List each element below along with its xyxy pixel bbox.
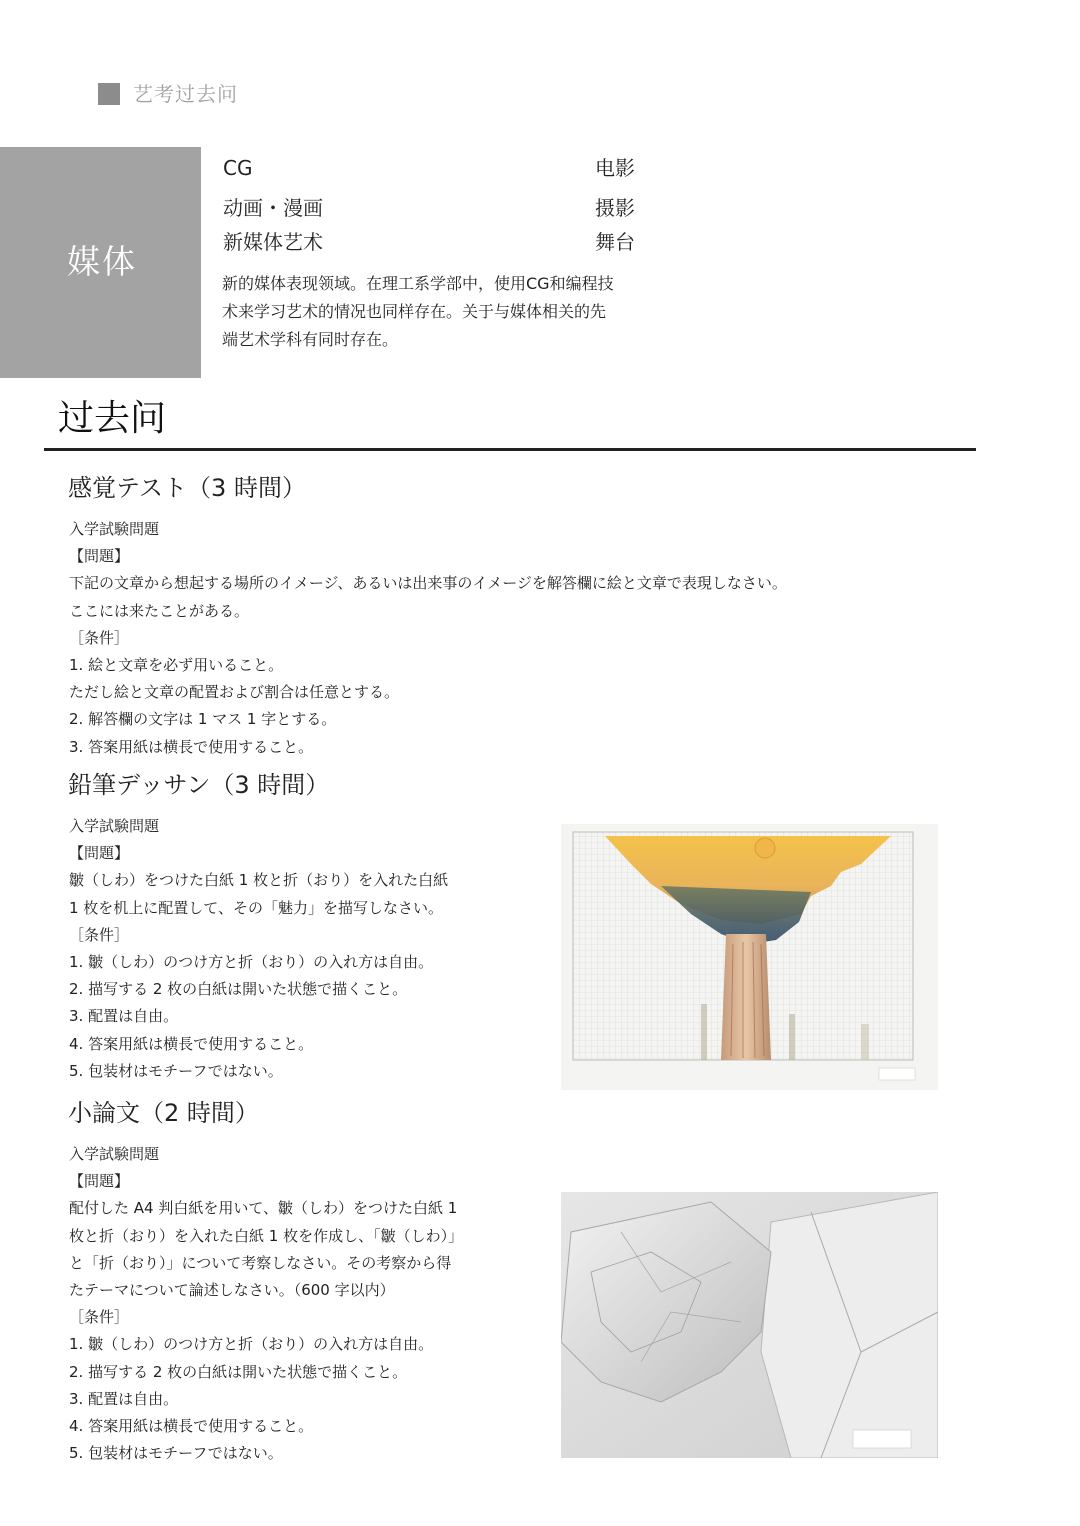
exam-line: 入学試験問題 bbox=[69, 520, 160, 538]
section-title: 过去问 bbox=[58, 398, 167, 439]
exam-line: 【問題】 bbox=[69, 547, 130, 566]
exam-line: 枚と折（おり）を入れた白紙 1 枚を作成し、「皺（しわ）」 bbox=[69, 1226, 464, 1245]
exam-line: たテーマについて論述しなさい。（600 字以内） bbox=[69, 1281, 395, 1300]
exam-line: 【問題】 bbox=[69, 1172, 130, 1191]
exam-line: ［条件］ bbox=[69, 925, 130, 944]
exam-line: 入学試験問題 bbox=[69, 1145, 160, 1163]
intro-line: 术来学习艺术的情况也同样存在。关于与媒体相关的先 bbox=[222, 302, 607, 321]
exam-line: 4. 答案用紙は横長で使用すること。 bbox=[69, 1417, 314, 1436]
exam-line: 下記の文章から想起する場所のイメージ、あるいは出来事のイメージを解答欄に絵と文章で表現しなさい。 bbox=[69, 574, 787, 593]
exam-line: 1. 絵と文章を必ず用いること。 bbox=[69, 656, 284, 675]
sample-paper-image bbox=[561, 1192, 938, 1458]
exam-line: 配付した A4 判白紙を用いて、皺（しわ）をつけた白紙 1 bbox=[69, 1199, 458, 1218]
exam-line: 1. 皺（しわ）のつけ方と折（おり）の入れ方は自由。 bbox=[69, 1335, 434, 1354]
field-right-2: 摄影 bbox=[595, 196, 635, 220]
exam-line: 1 枚を机上に配置して、その「魅力」を描写しなさい。 bbox=[69, 898, 444, 917]
exam-body bbox=[69, 1141, 463, 1467]
section-divider bbox=[44, 448, 976, 451]
intro-line: 端艺术学科有同时存在。 bbox=[222, 330, 399, 349]
exam-line: 2. 解答欄の文字は 1 マス 1 字とする。 bbox=[69, 710, 337, 729]
exam-body bbox=[69, 813, 448, 1085]
field-left-1: CG bbox=[223, 156, 253, 180]
exam-title: 鉛筆デッサン（3 時間） bbox=[68, 771, 330, 799]
intro-line: 新的媒体表现领域。在理工系学部中，使用CG和编程技 bbox=[222, 274, 614, 293]
exam-line: 3. 配置は自由。 bbox=[69, 1007, 179, 1026]
exam-line: 2. 描写する 2 枚の白紙は開いた状態で描くこと。 bbox=[69, 980, 408, 999]
intro-paragraph bbox=[222, 270, 642, 354]
exam-line: ［条件］ bbox=[69, 628, 130, 647]
exam-line: 5. 包装材はモチーフではない。 bbox=[69, 1444, 283, 1463]
exam-line: ただし絵と文章の配置および割合は任意とする。 bbox=[69, 683, 400, 702]
exam-line: 皺（しわ）をつけた白紙 1 枚と折（おり）を入れた白紙 bbox=[69, 871, 449, 890]
exam-line: 5. 包装材はモチーフではない。 bbox=[69, 1061, 283, 1080]
exam-line: 3. 答案用紙は横長で使用すること。 bbox=[69, 737, 314, 756]
field-left-2: 动画・漫画 bbox=[223, 196, 323, 220]
exam-line: ［条件］ bbox=[69, 1308, 130, 1327]
field-left-3: 新媒体艺术 bbox=[223, 230, 323, 254]
field-right-1: 电影 bbox=[595, 156, 635, 180]
sample-drawing-image bbox=[561, 824, 938, 1090]
header-title: 艺考过去问 bbox=[133, 82, 238, 106]
exam-line: と「折（おり）」について考察しなさい。その考察から得 bbox=[69, 1253, 452, 1272]
exam-line: ここには来たことがある。 bbox=[69, 601, 250, 620]
exam-line: 入学試験問題 bbox=[69, 817, 160, 835]
paper-illustration bbox=[561, 1192, 938, 1458]
exam-line: 【問題】 bbox=[69, 844, 130, 863]
header-marker bbox=[98, 83, 120, 105]
drawing-illustration bbox=[561, 824, 938, 1090]
exam-line: 3. 配置は自由。 bbox=[69, 1389, 179, 1408]
category-label: 媒体 bbox=[67, 242, 137, 281]
exam-line: 4. 答案用紙は横長で使用すること。 bbox=[69, 1034, 314, 1053]
field-right-3: 舞台 bbox=[595, 230, 635, 254]
exam-line: 2. 描写する 2 枚の白紙は開いた状態で描くこと。 bbox=[69, 1362, 408, 1381]
exam-line: 1. 皺（しわ）のつけ方と折（おり）の入れ方は自由。 bbox=[69, 953, 434, 972]
exam-body bbox=[69, 516, 787, 761]
exam-title: 小論文（2 時間） bbox=[68, 1099, 259, 1127]
exam-title: 感覚テスト（3 時間） bbox=[68, 474, 306, 502]
